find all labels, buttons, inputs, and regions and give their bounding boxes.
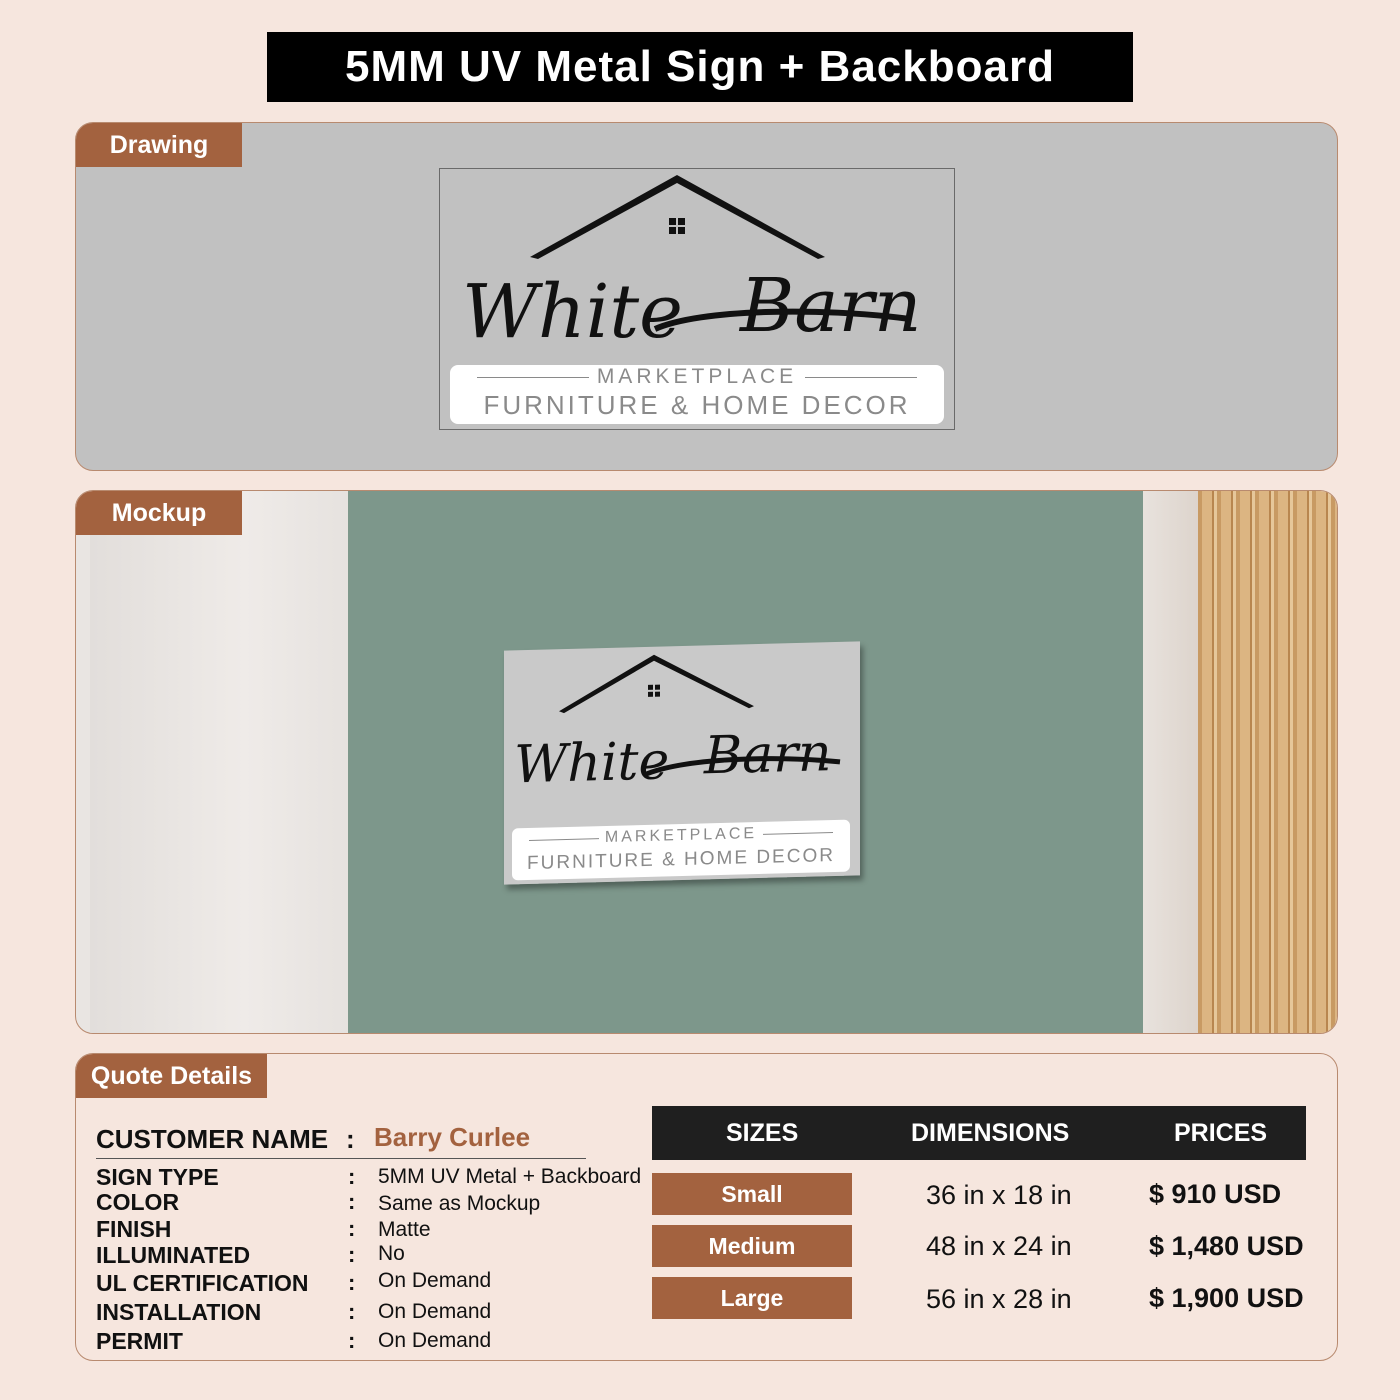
logo-word-white: White <box>462 269 683 355</box>
mockup-wood-slats <box>1198 491 1338 1033</box>
plate-rule-left <box>477 377 589 378</box>
mockup-plate-rule-left <box>529 838 599 841</box>
mockup-plate-marketplace-text: MARKETPLACE <box>604 825 758 847</box>
mockup-window-icon <box>648 685 660 697</box>
mockup-plate-rule-right <box>763 832 833 835</box>
price-small: $ 910 USD <box>1149 1179 1282 1209</box>
field-label-illuminated: ILLUMINATED <box>96 1242 251 1268</box>
mockup-tab-label: Mockup <box>76 491 242 535</box>
window-icon <box>669 218 685 234</box>
field-colon: : <box>348 1242 356 1267</box>
field-value-color: Same as Mockup <box>378 1192 541 1215</box>
drawing-panel <box>75 122 1338 471</box>
field-label-installation: INSTALLATION <box>96 1299 262 1325</box>
size-large-button[interactable]: Large <box>652 1277 852 1319</box>
mockup-sign <box>504 641 860 884</box>
quote-tab-label: Quote Details <box>76 1054 267 1098</box>
sign-drawing <box>439 168 955 430</box>
price-large: $ 1,900 USD <box>1149 1283 1304 1313</box>
field-value-ul-certification: On Demand <box>378 1269 492 1292</box>
mockup-sign-plate <box>512 820 850 881</box>
customer-name-underline <box>96 1158 586 1159</box>
field-label-ul-certification: UL CERTIFICATION <box>96 1270 309 1296</box>
dimensions-medium: 48 in x 24 in <box>926 1231 1072 1261</box>
customer-name-value: Barry Curlee <box>374 1122 531 1152</box>
drawing-tab-label: Drawing <box>76 123 242 167</box>
field-value-permit: On Demand <box>378 1329 492 1352</box>
customer-name-colon: : <box>346 1124 355 1154</box>
field-colon: : <box>348 1189 356 1214</box>
field-colon: : <box>348 1299 356 1324</box>
roof-icon <box>530 175 825 259</box>
plate-rule-right <box>805 377 917 378</box>
dimensions-large: 56 in x 28 in <box>926 1284 1072 1314</box>
logo-word-barn: Barn <box>740 263 922 349</box>
mockup-logo-word-barn: Barn <box>704 723 832 787</box>
sign-plate <box>450 365 944 424</box>
field-label-color: COLOR <box>96 1189 180 1215</box>
size-small-button[interactable]: Small <box>652 1173 852 1215</box>
header-prices: PRICES <box>1174 1118 1268 1147</box>
mockup-panel <box>75 490 1338 1034</box>
mockup-wall-right <box>1143 491 1198 1033</box>
customer-name-label: CUSTOMER NAME <box>96 1124 329 1154</box>
field-label-finish: FINISH <box>96 1216 172 1242</box>
field-value-finish: Matte <box>378 1218 431 1241</box>
field-colon: : <box>348 1270 356 1295</box>
header-sizes: SIZES <box>726 1118 799 1147</box>
mockup-logo-word-white: White <box>514 731 670 796</box>
plate-tagline-text: FURNITURE & HOME DECOR <box>483 389 911 420</box>
field-value-installation: On Demand <box>378 1300 492 1323</box>
mockup-logo-artwork <box>504 641 860 830</box>
quote-panel <box>75 1053 1338 1361</box>
mockup-roof-icon <box>559 652 754 713</box>
page-title: 5MM UV Metal Sign + Backboard <box>267 32 1133 102</box>
field-colon: : <box>348 1164 356 1189</box>
mockup-plate-tagline-text: FURNITURE & HOME DECOR <box>527 844 835 875</box>
field-value-illuminated: No <box>378 1242 405 1265</box>
field-label-sign-type: SIGN TYPE <box>96 1164 219 1190</box>
field-label-permit: PERMIT <box>96 1328 183 1354</box>
field-value-sign-type: 5MM UV Metal + Backboard <box>378 1165 642 1188</box>
dimensions-small: 36 in x 18 in <box>926 1180 1072 1210</box>
field-colon: : <box>348 1328 356 1353</box>
size-medium-button[interactable]: Medium <box>652 1225 852 1267</box>
mockup-wall-left <box>90 491 348 1033</box>
field-colon: : <box>348 1216 356 1241</box>
header-dimensions: DIMENSIONS <box>911 1118 1070 1147</box>
plate-marketplace-text: MARKETPLACE <box>596 365 798 388</box>
price-medium: $ 1,480 USD <box>1149 1231 1304 1261</box>
price-table-header <box>652 1106 1306 1160</box>
